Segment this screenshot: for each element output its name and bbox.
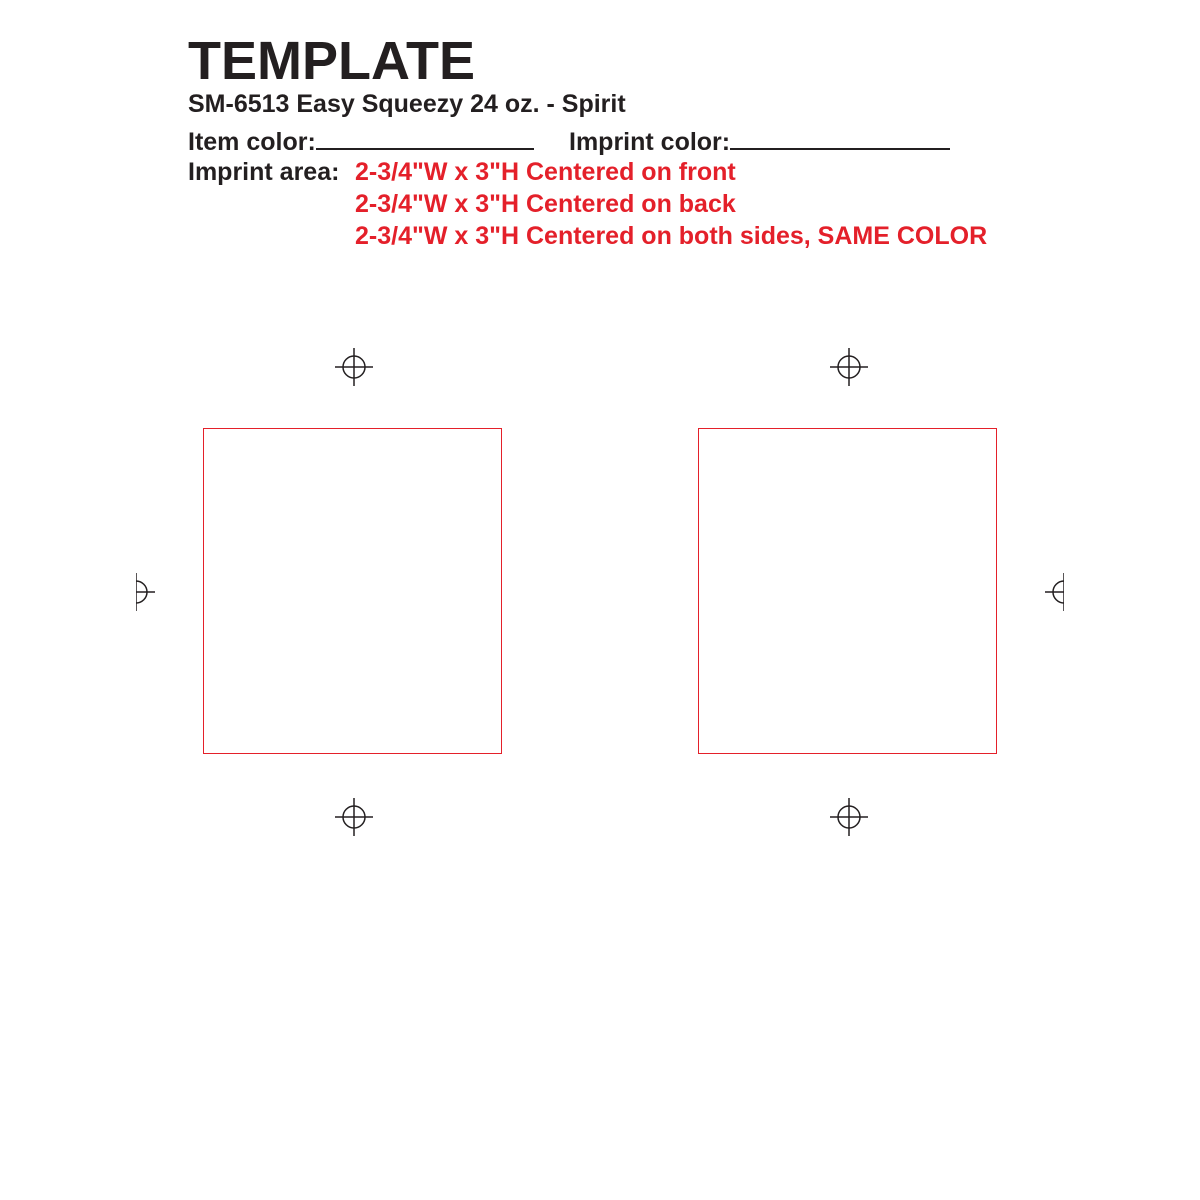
registration-mark-icon: [829, 797, 869, 837]
registration-mark-icon: [334, 347, 374, 387]
registration-mark-icon: [334, 797, 374, 837]
imprint-area-box-back: [698, 428, 997, 754]
product-subtitle: SM-6513 Easy Squeezy 24 oz. - Spirit: [188, 90, 626, 118]
item-color-field: [188, 124, 534, 158]
imprint-color-field: [569, 124, 950, 158]
registration-mark-icon: [829, 347, 869, 387]
imprint-option-both-sides: 2-3/4"W x 3"H Centered on both sides, SAME COLOR: [355, 222, 988, 250]
item-color-label: Item color:: [188, 128, 316, 156]
item-color-blank-line: [316, 124, 534, 150]
page-title: TEMPLATE: [188, 31, 475, 91]
imprint-color-blank-line: [730, 124, 950, 150]
imprint-area-box-front: [203, 428, 502, 754]
half-registration-mark-icon: [1044, 572, 1064, 612]
imprint-area-label: Imprint area:: [188, 158, 340, 186]
half-registration-mark-icon: [136, 572, 156, 612]
imprint-color-label: Imprint color:: [569, 128, 731, 156]
imprint-option-front: 2-3/4"W x 3"H Centered on front: [355, 158, 736, 186]
imprint-option-back: 2-3/4"W x 3"H Centered on back: [355, 190, 736, 218]
